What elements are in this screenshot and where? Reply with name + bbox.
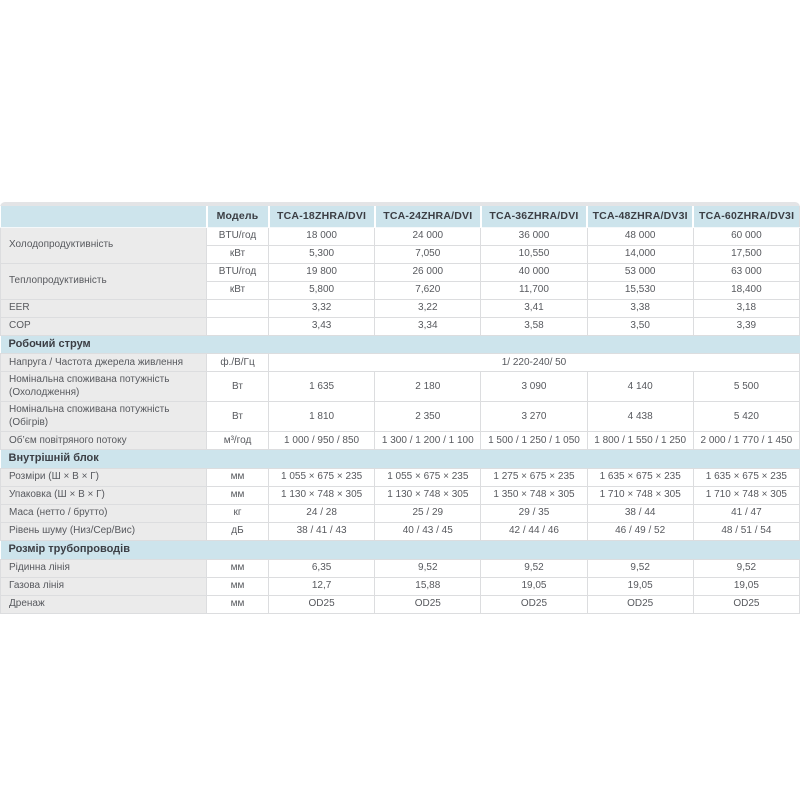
value-cell: 38 / 44 (587, 505, 693, 523)
value-cell: 41 / 47 (693, 505, 799, 523)
value-cell: 19,05 (481, 577, 587, 595)
unit-cell: мм (207, 559, 269, 577)
section-title: Робочий струм (1, 335, 800, 354)
spec-row (1, 354, 800, 372)
spec-label: Номінальна споживана потужність (Обігрів) (1, 402, 207, 432)
value-cell: 9,52 (587, 559, 693, 577)
value-cell: 14,000 (587, 245, 693, 263)
value-cell: 7,620 (375, 281, 481, 299)
unit-cell: мм (207, 487, 269, 505)
unit-cell: дБ (207, 523, 269, 541)
model-header-cell: TCA-48ZHRA/DV3I (587, 206, 693, 227)
spec-label: Маса (нетто / брутто) (1, 505, 207, 523)
value-cell: 1 130 × 748 × 305 (375, 487, 481, 505)
unit-cell: кВт (207, 281, 269, 299)
unit-cell (207, 299, 269, 317)
model-header-cell: TCA-36ZHRA/DVI (481, 206, 587, 227)
spec-table (0, 206, 800, 614)
value-cell: 1 130 × 748 × 305 (269, 487, 375, 505)
value-cell: 5 420 (693, 402, 799, 432)
value-cell: 1 055 × 675 × 235 (375, 469, 481, 487)
section-title: Внутрішній блок (1, 450, 800, 469)
spec-label: Напруга / Частота джерела живлення (1, 354, 207, 372)
spec-table-card (0, 202, 800, 614)
spec-row (1, 469, 800, 487)
spec-label: COP (1, 317, 207, 335)
spec-table-head (1, 206, 800, 227)
spec-label: Газова лінія (1, 577, 207, 595)
model-column-label: Модель (207, 206, 269, 227)
spec-row (1, 299, 800, 317)
value-cell: 3,38 (587, 299, 693, 317)
value-cell: 3,43 (269, 317, 375, 335)
value-cell: 53 000 (587, 263, 693, 281)
value-cell: 3,41 (481, 299, 587, 317)
unit-cell (207, 317, 269, 335)
value-cell: 19,05 (693, 577, 799, 595)
value-cell: 24 / 28 (269, 505, 375, 523)
value-cell: 29 / 35 (481, 505, 587, 523)
value-cell: 48 / 51 / 54 (693, 523, 799, 541)
value-cell: 2 350 (375, 402, 481, 432)
unit-cell: BTU/год (207, 263, 269, 281)
value-cell: 40 000 (481, 263, 587, 281)
value-cell: 10,550 (481, 245, 587, 263)
value-cell: 3 270 (481, 402, 587, 432)
value-cell: 3,32 (269, 299, 375, 317)
spec-label: Теплопродуктивність (1, 263, 207, 299)
value-cell: 1 810 (269, 402, 375, 432)
unit-cell: м³/год (207, 432, 269, 450)
value-cell: 1 000 / 950 / 850 (269, 432, 375, 450)
value-cell: OD25 (481, 595, 587, 613)
unit-cell: кВт (207, 245, 269, 263)
unit-cell: мм (207, 595, 269, 613)
model-header-cell: TCA-60ZHRA/DV3I (693, 206, 799, 227)
spec-label: Розміри (Ш × В × Г) (1, 469, 207, 487)
spec-row (1, 505, 800, 523)
value-cell: 1 800 / 1 550 / 1 250 (587, 432, 693, 450)
header-corner-cell (1, 206, 207, 227)
unit-cell: мм (207, 469, 269, 487)
value-cell: 1 275 × 675 × 235 (481, 469, 587, 487)
value-cell: OD25 (693, 595, 799, 613)
value-cell: OD25 (587, 595, 693, 613)
unit-cell: Вт (207, 372, 269, 402)
value-cell: 15,88 (375, 577, 481, 595)
value-cell: 19,05 (587, 577, 693, 595)
value-cell: 1 710 × 748 × 305 (693, 487, 799, 505)
unit-cell: BTU/год (207, 227, 269, 245)
value-cell: 9,52 (481, 559, 587, 577)
value-cell: OD25 (269, 595, 375, 613)
value-cell: 60 000 (693, 227, 799, 245)
value-cell: 1 500 / 1 250 / 1 050 (481, 432, 587, 450)
value-cell: 18,400 (693, 281, 799, 299)
section-row (1, 335, 800, 354)
value-cell: 3,58 (481, 317, 587, 335)
unit-cell: Вт (207, 402, 269, 432)
value-cell: 15,530 (587, 281, 693, 299)
section-title: Розмір трубопроводів (1, 541, 800, 560)
spec-label: Упаковка (Ш × В × Г) (1, 487, 207, 505)
spec-row (1, 227, 800, 245)
spec-label: Номінальна споживана потужність (Охолодження) (1, 372, 207, 402)
value-cell: 17,500 (693, 245, 799, 263)
value-cell: 42 / 44 / 46 (481, 523, 587, 541)
section-row (1, 450, 800, 469)
spec-label: EER (1, 299, 207, 317)
value-cell: 2 000 / 1 770 / 1 450 (693, 432, 799, 450)
value-cell: 38 / 41 / 43 (269, 523, 375, 541)
value-cell: 5,800 (269, 281, 375, 299)
spec-row (1, 432, 800, 450)
spec-table-body (1, 227, 800, 613)
value-cell: 25 / 29 (375, 505, 481, 523)
spec-row (1, 317, 800, 335)
value-cell: 7,050 (375, 245, 481, 263)
value-cell: 3,34 (375, 317, 481, 335)
value-cell: 1 710 × 748 × 305 (587, 487, 693, 505)
spec-label: Дренаж (1, 595, 207, 613)
value-cell: 4 140 (587, 372, 693, 402)
value-cell: 26 000 (375, 263, 481, 281)
value-cell: 36 000 (481, 227, 587, 245)
value-cell: 1 635 × 675 × 235 (587, 469, 693, 487)
value-cell: 1 635 × 675 × 235 (693, 469, 799, 487)
spec-row (1, 487, 800, 505)
spec-label: Холодопродуктивність (1, 227, 207, 263)
spec-row (1, 372, 800, 402)
value-cell: 1 300 / 1 200 / 1 100 (375, 432, 481, 450)
unit-cell: кг (207, 505, 269, 523)
spec-label: Рідинна лінія (1, 559, 207, 577)
value-cell: 48 000 (587, 227, 693, 245)
value-cell: 12,7 (269, 577, 375, 595)
spec-row (1, 577, 800, 595)
value-cell: 3,50 (587, 317, 693, 335)
model-header-row (1, 206, 800, 227)
value-cell: 63 000 (693, 263, 799, 281)
value-cell: 18 000 (269, 227, 375, 245)
value-cell: 19 800 (269, 263, 375, 281)
value-cell: 4 438 (587, 402, 693, 432)
spec-row (1, 402, 800, 432)
value-cell: 1 055 × 675 × 235 (269, 469, 375, 487)
value-cell: 3,18 (693, 299, 799, 317)
value-cell: 24 000 (375, 227, 481, 245)
value-cell: 5 500 (693, 372, 799, 402)
value-cell: 46 / 49 / 52 (587, 523, 693, 541)
unit-cell: мм (207, 577, 269, 595)
spec-row (1, 263, 800, 281)
value-cell: 3 090 (481, 372, 587, 402)
value-cell: 9,52 (375, 559, 481, 577)
spec-label: Рівень шуму (Низ/Сер/Вис) (1, 523, 207, 541)
unit-cell: ф./В/Гц (207, 354, 269, 372)
value-cell: 3,39 (693, 317, 799, 335)
value-cell: 5,300 (269, 245, 375, 263)
value-cell-span: 1/ 220-240/ 50 (269, 354, 800, 372)
value-cell: 3,22 (375, 299, 481, 317)
value-cell: 9,52 (693, 559, 799, 577)
value-cell: 11,700 (481, 281, 587, 299)
spec-row (1, 523, 800, 541)
model-header-cell: TCA-24ZHRA/DVI (375, 206, 481, 227)
spec-row (1, 559, 800, 577)
value-cell: 2 180 (375, 372, 481, 402)
section-row (1, 541, 800, 560)
spec-row (1, 595, 800, 613)
model-header-cell: TCA-18ZHRA/DVI (269, 206, 375, 227)
spec-label: Об’єм повітряного потоку (1, 432, 207, 450)
value-cell: 6,35 (269, 559, 375, 577)
value-cell: OD25 (375, 595, 481, 613)
value-cell: 1 350 × 748 × 305 (481, 487, 587, 505)
value-cell: 40 / 43 / 45 (375, 523, 481, 541)
value-cell: 1 635 (269, 372, 375, 402)
